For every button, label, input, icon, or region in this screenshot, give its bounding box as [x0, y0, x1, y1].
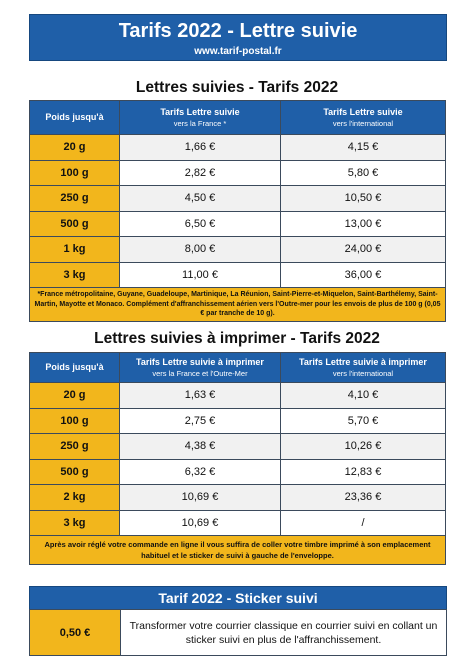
intl-price-cell: 5,70 €	[281, 408, 446, 434]
france-price-cell: 2,75 €	[120, 408, 281, 434]
sticker-price: 0,50 €	[29, 609, 121, 656]
section2-title: Lettres suivies à imprimer - Tarifs 2022	[94, 330, 380, 347]
table-row	[30, 510, 446, 536]
weight-cell: 20 g	[30, 383, 120, 409]
intl-price-cell: 10,50 €	[281, 186, 446, 212]
intl-price-cell: 23,36 €	[281, 485, 446, 511]
sticker-row	[29, 609, 447, 656]
weight-cell: 3 kg	[30, 510, 120, 536]
intl-price-cell: 5,80 €	[281, 160, 446, 186]
weight-cell: 250 g	[30, 186, 120, 212]
sticker-description: Transformer votre courrier classique en courrier suivi en collant un sticker suivi en plus de l'affranchissement.	[121, 609, 447, 656]
col-france-label: Tarifs Lettre suivie à imprimer	[136, 356, 264, 367]
table-row	[30, 262, 446, 288]
france-price-cell: 4,38 €	[120, 434, 281, 460]
intl-price-cell: 10,26 €	[281, 434, 446, 460]
intl-price-cell: 4,15 €	[281, 135, 446, 161]
weight-cell: 100 g	[30, 408, 120, 434]
col-weight-header: Poids jusqu'à	[30, 353, 120, 383]
table-row	[30, 408, 446, 434]
col-intl-label: Tarifs Lettre suivie	[323, 106, 403, 117]
col-intl-header	[281, 101, 446, 135]
intl-price-cell: 12,83 €	[281, 459, 446, 485]
weight-cell: 1 kg	[30, 237, 120, 263]
table-row	[30, 135, 446, 161]
france-price-cell: 1,63 €	[120, 383, 281, 409]
weight-cell: 500 g	[30, 459, 120, 485]
col-intl-sublabel: vers l'international	[332, 118, 394, 128]
france-price-cell: 11,00 €	[120, 262, 281, 288]
table-row	[30, 211, 446, 237]
table-row	[30, 160, 446, 186]
france-price-cell: 2,82 €	[120, 160, 281, 186]
france-price-cell: 1,66 €	[120, 135, 281, 161]
intl-price-cell: 4,10 €	[281, 383, 446, 409]
col-france-sublabel: vers la France *	[173, 118, 227, 128]
col-france-sublabel: vers la France et l'Outre-Mer	[152, 368, 248, 378]
intl-price-cell: 36,00 €	[281, 262, 446, 288]
weight-cell: 500 g	[30, 211, 120, 237]
table-row	[30, 237, 446, 263]
weight-cell: 3 kg	[30, 262, 120, 288]
table-row	[30, 186, 446, 212]
col-intl-header	[281, 353, 446, 383]
france-price-cell: 6,50 €	[120, 211, 281, 237]
col-weight-header: Poids jusqu'à	[30, 101, 120, 135]
intl-price-cell: 24,00 €	[281, 237, 446, 263]
intl-price-cell: 13,00 €	[281, 211, 446, 237]
col-france-label: Tarifs Lettre suivie	[160, 106, 240, 117]
table-row	[30, 485, 446, 511]
header-banner	[29, 14, 447, 61]
col-intl-label: Tarifs Lettre suivie à imprimer	[299, 356, 427, 367]
weight-cell: 250 g	[30, 434, 120, 460]
france-price-cell: 10,69 €	[120, 485, 281, 511]
weight-cell: 20 g	[30, 135, 120, 161]
table-row	[30, 434, 446, 460]
france-price-cell: 4,50 €	[120, 186, 281, 212]
col-intl-sublabel: vers l'international	[332, 368, 394, 378]
france-price-cell: 10,69 €	[120, 510, 281, 536]
col-france-header	[120, 101, 281, 135]
table-row	[30, 383, 446, 409]
tarifs-table-lettre-suivie	[29, 100, 446, 322]
section1-title: Lettres suivies - Tarifs 2022	[135, 79, 339, 96]
page-title: Tarifs 2022 - Lettre suivie	[118, 20, 358, 42]
site-url: www.tarif-postal.fr	[194, 46, 282, 57]
france-price-cell: 8,00 €	[120, 237, 281, 263]
table-row	[30, 459, 446, 485]
france-price-cell: 6,32 €	[120, 459, 281, 485]
sticker-title: Tarif 2022 - Sticker suivi	[29, 586, 447, 610]
footnote: *France métropolitaine, Guyane, Guadeloupe, Martinique, La Réunion, Saint-Pierre-et-Miquelon, Saint-Barthélemy, Saint-Martin, Mayotte et Monaco. Complément d'affranchissement aérien vers l'Outre-mer pour les envois de plus de 100 g (0,05 € par tranche de 10 g).	[30, 288, 446, 322]
weight-cell: 2 kg	[30, 485, 120, 511]
instruction-note: Après avoir réglé votre commande en ligne il vous suffira de coller votre timbre imprimé à son emplacement habituel et le sticker de suivi à gauche de l'enveloppe.	[30, 536, 446, 565]
intl-price-cell: /	[281, 510, 446, 536]
col-france-header	[120, 353, 281, 383]
weight-cell: 100 g	[30, 160, 120, 186]
tarifs-table-lettre-suivie-imprimer	[29, 352, 446, 565]
